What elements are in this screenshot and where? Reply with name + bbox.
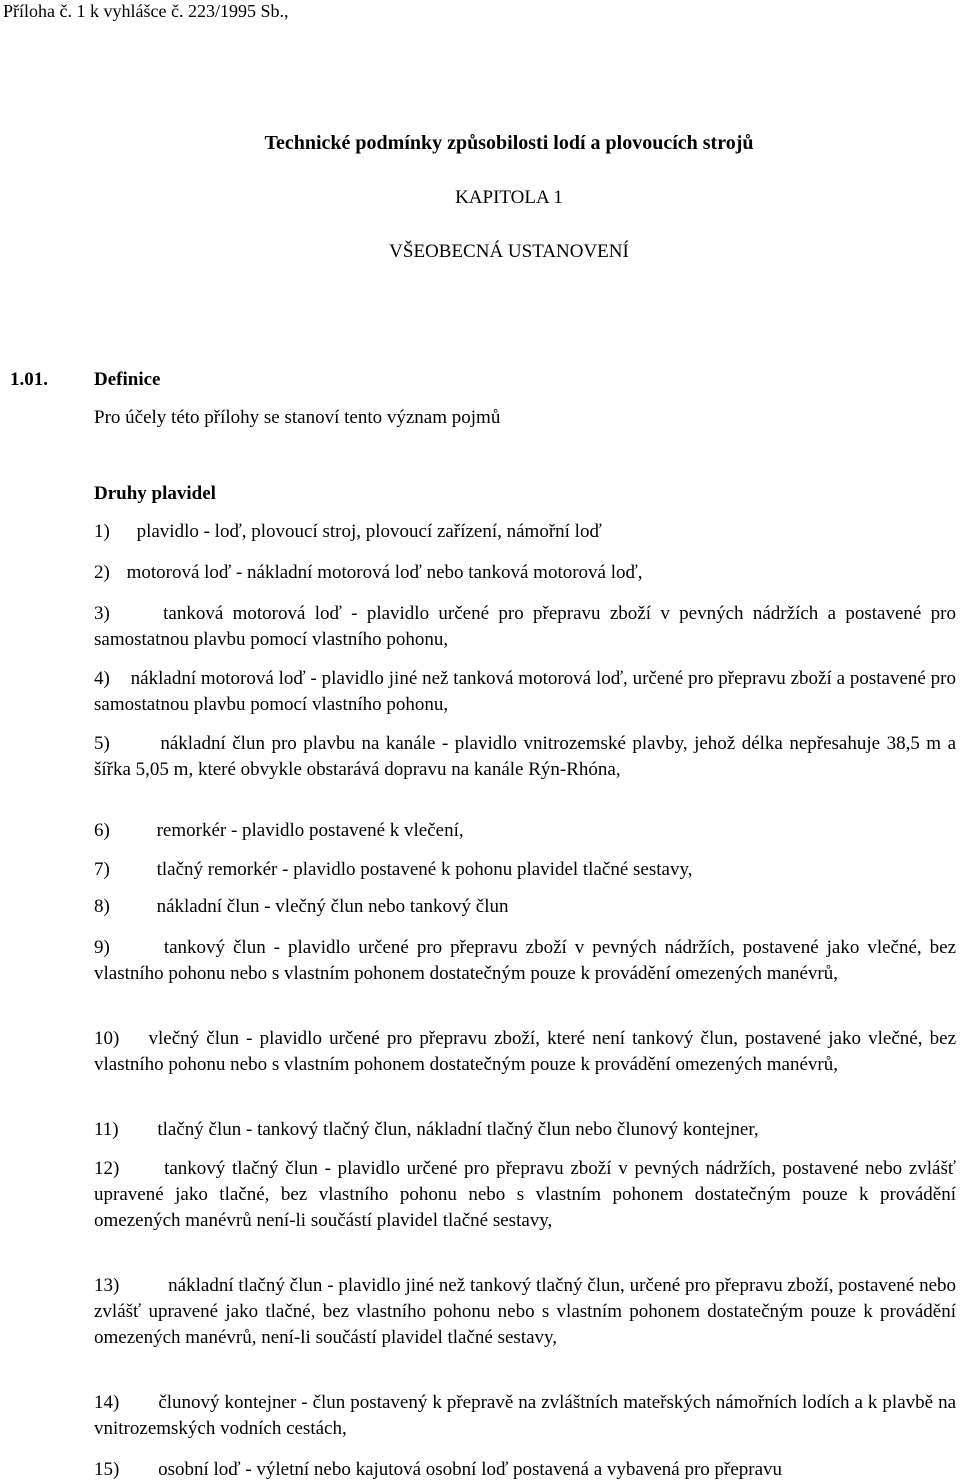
- document-title: Technické podmínky způsobilosti lodí a plovoucích strojů: [264, 132, 754, 154]
- definition-item: [94, 666, 956, 718]
- definition-item: [94, 519, 956, 545]
- definition-number: 1): [94, 521, 110, 542]
- definition-number: 4): [94, 668, 110, 689]
- definition-item: [94, 1273, 956, 1351]
- definition-item: [94, 731, 956, 783]
- definition-number: 6): [94, 820, 110, 841]
- definition-item: [94, 894, 956, 920]
- definition-item: [94, 857, 956, 883]
- definition-text: remorkér - plavidlo postavené k vlečení,: [156, 820, 464, 841]
- definition-text: tankový člun - plavidlo určené pro přepravu zboží v pevných nádržích, postavené jako vlečné, bez vlastního pohonu nebo s vlastním pohonem dostatečným pouze k provádění omezených manévrů,: [94, 937, 957, 984]
- definition-text: nákladní tlačný člun - plavidlo jiné než tankový tlačný člun, určené pro přepravu zboží, postavené nebo zvlášť upravené jako tlačné, bez vlastního pohonu nebo s vlastním pohonem dostatečným pouze k provádění omezených manévrů, není-li součástí plavidel tlačné sestavy,: [94, 1275, 957, 1348]
- definition-text: plavidlo - loď, plovoucí stroj, plovoucí zařízení, námořní loď: [136, 521, 602, 542]
- section-intro: Pro účely této přílohy se stanoví tento význam pojmů: [94, 407, 501, 428]
- definition-item: [94, 560, 956, 586]
- definition-text: tanková motorová loď - plavidlo určené pro přepravu zboží v pevných nádržích a postavené pro samostatnou plavbu pomocí vlastního pohonu,: [94, 603, 956, 650]
- definition-text: nákladní člun pro plavbu na kanále - plavidlo vnitrozemské plavby, jehož délka nepřesahuje 38,5 m a šířka 5,05 m, které obvykle obstarává dopravu na kanále Rýn-Rhóna,: [94, 733, 957, 780]
- definition-number: 10): [94, 1028, 120, 1049]
- definition-item: [94, 1117, 956, 1143]
- definition-number: 5): [94, 733, 110, 754]
- definition-item: [94, 818, 956, 844]
- definition-number: 12): [94, 1158, 120, 1179]
- definition-text: tankový tlačný člun - plavidlo určené pro přepravu zboží v pevných nádržích, postavené nebo zvlášť upravené jako tlačné, bez vlastního pohonu nebo s vlastním pohonem dostatečným pouze k provádění omezených manévrů není-li součástí plavidel tlačné sestavy,: [94, 1158, 956, 1231]
- definition-item: [94, 1390, 956, 1442]
- definition-text: nákladní člun - vlečný člun nebo tankový člun: [156, 896, 509, 917]
- definition-number: 3): [94, 603, 110, 624]
- definition-text: tlačný remorkér - plavidlo postavené k pohonu plavidel tlačné sestavy,: [156, 859, 693, 880]
- definition-text: vlečný člun - plavidlo určené pro přepravu zboží, které není tankový člun, postavené jako vlečné, bez vlastního pohonu nebo s vlastním pohonem dostatečným pouze k provádění omezených manévrů,: [94, 1028, 957, 1075]
- definition-number: 8): [94, 896, 110, 917]
- chapter-name: VŠEOBECNÁ USTANOVENÍ: [389, 241, 629, 262]
- definition-number: 14): [94, 1392, 120, 1413]
- definition-number: 13): [94, 1275, 120, 1296]
- definition-item: [94, 1457, 956, 1483]
- definition-item: [94, 935, 956, 987]
- definition-text: osobní loď - výletní nebo kajutová osobní loď postavená a vybavená pro přepravu: [158, 1459, 783, 1480]
- definition-text: tlačný člun - tankový tlačný člun, nákladní tlačný člun nebo člunový kontejner,: [157, 1119, 759, 1140]
- section-number: 1.01.: [10, 369, 48, 390]
- definition-number: 15): [94, 1459, 120, 1480]
- definition-item: [94, 1156, 956, 1234]
- definition-item: [94, 601, 956, 653]
- definition-text: nákladní motorová loď - plavidlo jiné než tanková motorová loď, určené pro přepravu zboží a postavené pro samostatnou plavbu pomocí vlastního pohonu,: [94, 668, 956, 715]
- definition-text: člunový kontejner - člun postavený k přepravě na zvláštních mateřských námořních lodích a k plavbě na vnitrozemských vodních cestách,: [94, 1392, 956, 1439]
- definition-number: 11): [94, 1119, 119, 1140]
- definition-item: [94, 1026, 956, 1078]
- document-header-note: Příloha č. 1 k vyhlášce č. 223/1995 Sb.,: [3, 1, 289, 21]
- definition-number: 7): [94, 859, 110, 880]
- definition-number: 9): [94, 937, 110, 958]
- definition-number: 2): [94, 562, 110, 583]
- section-title: Definice: [94, 369, 161, 390]
- definition-text: motorová loď - nákladní motorová loď nebo tanková motorová loď,: [126, 562, 643, 583]
- subheading-vessel-types: Druhy plavidel: [94, 483, 216, 504]
- chapter-number: KAPITOLA 1: [455, 187, 563, 208]
